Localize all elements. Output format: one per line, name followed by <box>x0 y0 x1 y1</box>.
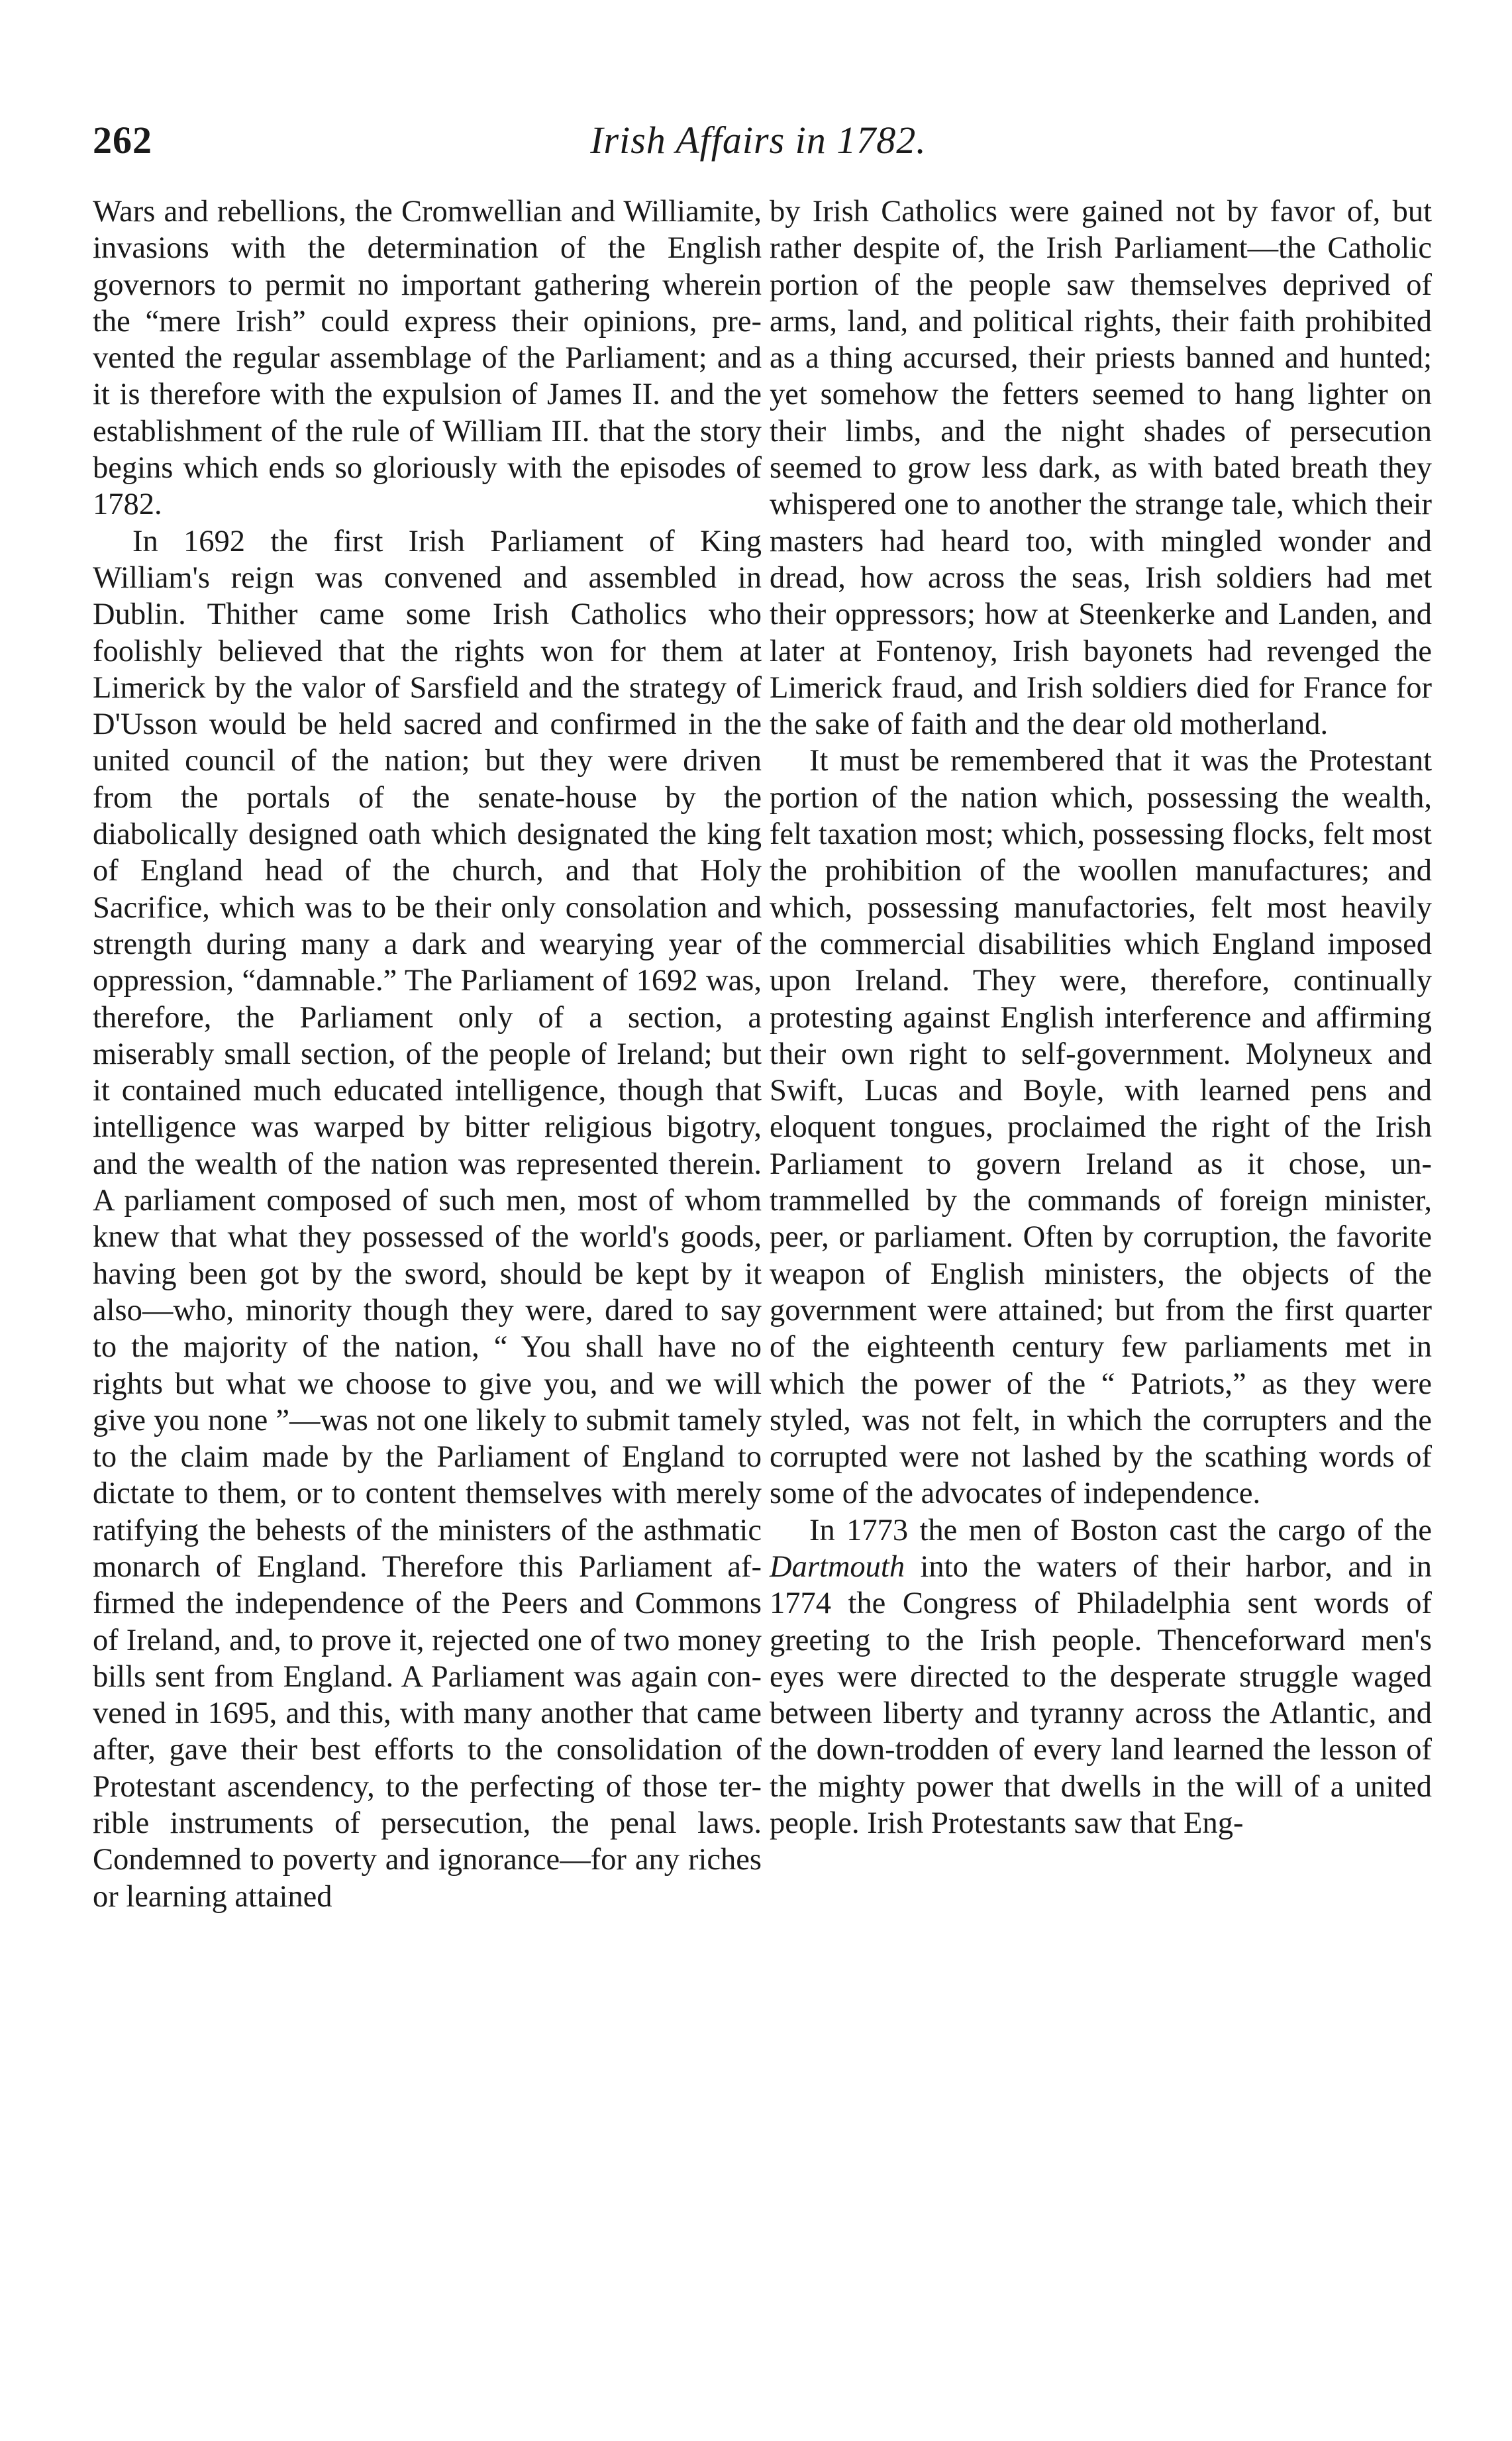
ship-name: Dartmouth <box>770 1549 905 1584</box>
right-column <box>770 193 1432 1842</box>
paragraph-text: into the waters of their harbor, and in 1774 the Congress of Philadelphia sent words of greeting to the Irish people. Thenceforward men's eyes were directed to the desperate struggle waged between liberty and tyranny across the Atlantic, and the down-trodden of every land learned the lesson of the mighty power that dwells in the will of a united people. Irish Protestants saw that Eng- <box>770 1549 1432 1841</box>
paragraph-text: In 1773 the men of Boston cast the cargo of the <box>809 1513 1432 1547</box>
running-title: Irish Affairs in 1782. <box>590 119 927 162</box>
paragraph <box>770 1512 1432 1842</box>
left-column <box>93 193 762 1915</box>
page-number: 262 <box>93 119 152 162</box>
paragraph: Wars and rebellions, the Cromwellian and Williamite, invasions with the determination of the English governors to permit no important gathering wherein the “mere Irish” could express their opinions, prevented the regular assemblage of the Parliament; and it is therefore with the expulsion of James II. and the establishment of the rule of William III. that the story begins which ends so gloriously with the episodes of 1782. <box>93 195 762 522</box>
paragraph: by Irish Catholics were gained not by favor of, but rather despite of, the Irish Parliament—the Catholic portion of the people saw themselves deprived of arms, land, and political rights, their faith prohibited as a thing accursed, their priests banned and hunted; yet somehow the fetters seemed to hang lighter on their limbs, and the night shades of persecution seemed to grow less dark, as with bated breath they whispered one to another the strange tale, which their masters had heard too, with mingled wonder and dread, how across the seas, Irish soldiers had met their oppressors; how at Steenkerke and Landen, and later at Fontenoy, Irish bayonets had revenged the Limerick fraud, and Irish soldiers died for France for the sake of faith and the dear old motherland. <box>770 195 1432 742</box>
paragraph: In 1692 the first Irish Parliament of King William's reign was convened and assembled in Dublin. Thither came some Irish Catholics who foolishly believed that the rights won for them at Limerick by the valor of Sarsfield and the strategy of D'Usson would be held sacred and confirmed in the united council of the nation; but they were driven from the portals of the senate-house by the diabolically designed oath which designated the king of England head of the church, and that Holy Sacrifice, which was to be their only consolation and strength during many a dark and wearying year of oppression, “damnable.” The Parliament of 1692 was, therefore, the Parliament only of a section, a miserably small section, of the people of Ireland; but it contained much educated intelligence, though that intelligence was warped by bitter religious bigotry, and the wealth of the nation was represented therein. A parliament composed of such men, most of whom knew that what they possessed of the world's goods, having been got by the sword, should be kept by it also—who, minority though they were, dared to say to the majority of the nation, “ You shall have no rights but what we choose to give you, and we will give you none ”—was not one likely to submit tamely to the claim made by the Parliament of England to dictate to them, or to content themselves with merely ratifying the behests of the ministers of the asthmatic monarch of England. Therefore this Parliament affirmed the independence of the Peers and Commons of Ireland, and, to prove it, rejected one of two money bills sent from England. A Parliament was again convened in 1695, and this, with many another that came after, gave their best efforts to the consolidation of Protestant ascendency, to the perfecting of those terrible instruments of persecution, the penal laws. Condemned to poverty and ignorance—for any riches or learning attained <box>93 524 762 1914</box>
paragraph: It must be remembered that it was the Protestant portion of the nation which, possessing the wealth, felt taxation most; which, possessing flocks, felt most the prohibition of the woollen manufactures; and which, possessing manufactories, felt most heavily the commercial disabilities which England imposed upon Ireland. They were, therefore, continually protesting against English interference and affirming their own right to self-government. Molyneux and Swift, Lucas and Boyle, with learned pens and eloquent tongues, proclaimed the right of the Irish Parliament to govern Ireland as it chose, untrammelled by the commands of foreign minister, peer, or parliament. Often by corruption, the favorite weapon of English ministers, the objects of the government were attained; but from the first quarter of the eighteenth century few parliaments met in which the power of the “ Patriots,” as they were styled, was not felt, in which the corrupters and the corrupted were not lashed by the scathing words of some of the advocates of independence. <box>770 744 1432 1511</box>
page-header <box>93 118 1424 171</box>
